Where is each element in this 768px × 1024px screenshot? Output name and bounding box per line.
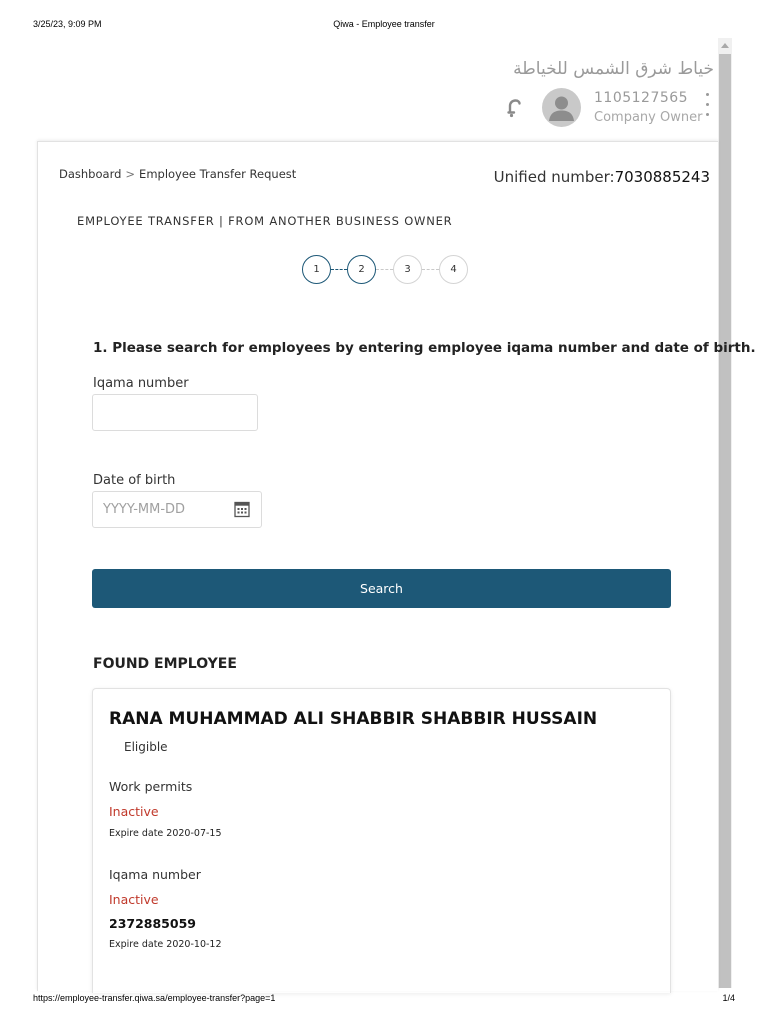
iqama-detail-label: Iqama number xyxy=(109,867,201,882)
breadcrumb-current: Employee Transfer Request xyxy=(139,167,297,181)
kebab-menu-icon[interactable] xyxy=(704,93,710,119)
stepper-connector xyxy=(376,269,393,270)
iqama-input[interactable] xyxy=(92,394,258,431)
stepper-connector xyxy=(331,269,347,270)
scrollbar-thumb[interactable] xyxy=(719,54,731,988)
employee-name: RANA MUHAMMAD ALI SHABBIR SHABBIR HUSSAIN xyxy=(109,709,598,729)
search-instruction: 1. Please search for employees by entering employee iqama number and date of birth. xyxy=(93,340,756,356)
breadcrumb xyxy=(59,167,296,181)
print-page-number: 1/4 xyxy=(722,993,735,1003)
unified-number-label: Unified number: xyxy=(493,168,615,186)
step-2: 2 xyxy=(347,255,376,284)
step-1: 1 xyxy=(302,255,331,284)
bell-icon[interactable] xyxy=(506,97,524,119)
scrollbar[interactable] xyxy=(718,38,732,988)
work-permits-label: Work permits xyxy=(109,779,193,794)
avatar[interactable] xyxy=(542,88,581,127)
unified-number xyxy=(494,168,710,186)
search-button[interactable]: Search xyxy=(92,569,671,608)
iqama-label: Iqama number xyxy=(93,376,189,391)
page-title: EMPLOYEE TRANSFER | FROM ANOTHER BUSINESS OWNER xyxy=(77,214,453,228)
step-4: 4 xyxy=(439,255,468,284)
calendar-icon[interactable] xyxy=(234,500,250,518)
step-3: 3 xyxy=(393,255,422,284)
company-name: خياط شرق الشمس للخياطة xyxy=(513,59,714,79)
eligibility-status: Eligible xyxy=(124,740,168,754)
breadcrumb-dashboard[interactable]: Dashboard xyxy=(59,167,122,181)
breadcrumb-separator: > xyxy=(125,167,136,181)
print-datetime: 3/25/23, 9:09 PM xyxy=(33,19,102,29)
work-permits-status: Inactive xyxy=(109,804,159,819)
user-role: Company Owner xyxy=(594,110,703,125)
iqama-number: 2372885059 xyxy=(109,916,196,931)
avatar-icon xyxy=(542,88,581,127)
print-footer xyxy=(0,991,768,1011)
stepper-connector xyxy=(422,269,439,270)
dob-label: Date of birth xyxy=(93,473,176,488)
scroll-up-arrow-icon[interactable] xyxy=(721,43,729,48)
found-employee-title: FOUND EMPLOYEE xyxy=(93,656,237,672)
unified-number-value: 7030885243 xyxy=(614,168,710,186)
work-permits-expire: Expire date 2020-07-15 xyxy=(109,828,222,839)
user-id: 1105127565 xyxy=(594,90,689,106)
stepper xyxy=(302,255,468,285)
print-header xyxy=(0,0,768,40)
iqama-status: Inactive xyxy=(109,892,159,907)
print-url: https://employee-transfer.qiwa.sa/employee-transfer?page=1 xyxy=(33,993,276,1003)
iqama-expire: Expire date 2020-10-12 xyxy=(109,939,222,950)
print-title: Qiwa - Employee transfer xyxy=(333,19,435,29)
